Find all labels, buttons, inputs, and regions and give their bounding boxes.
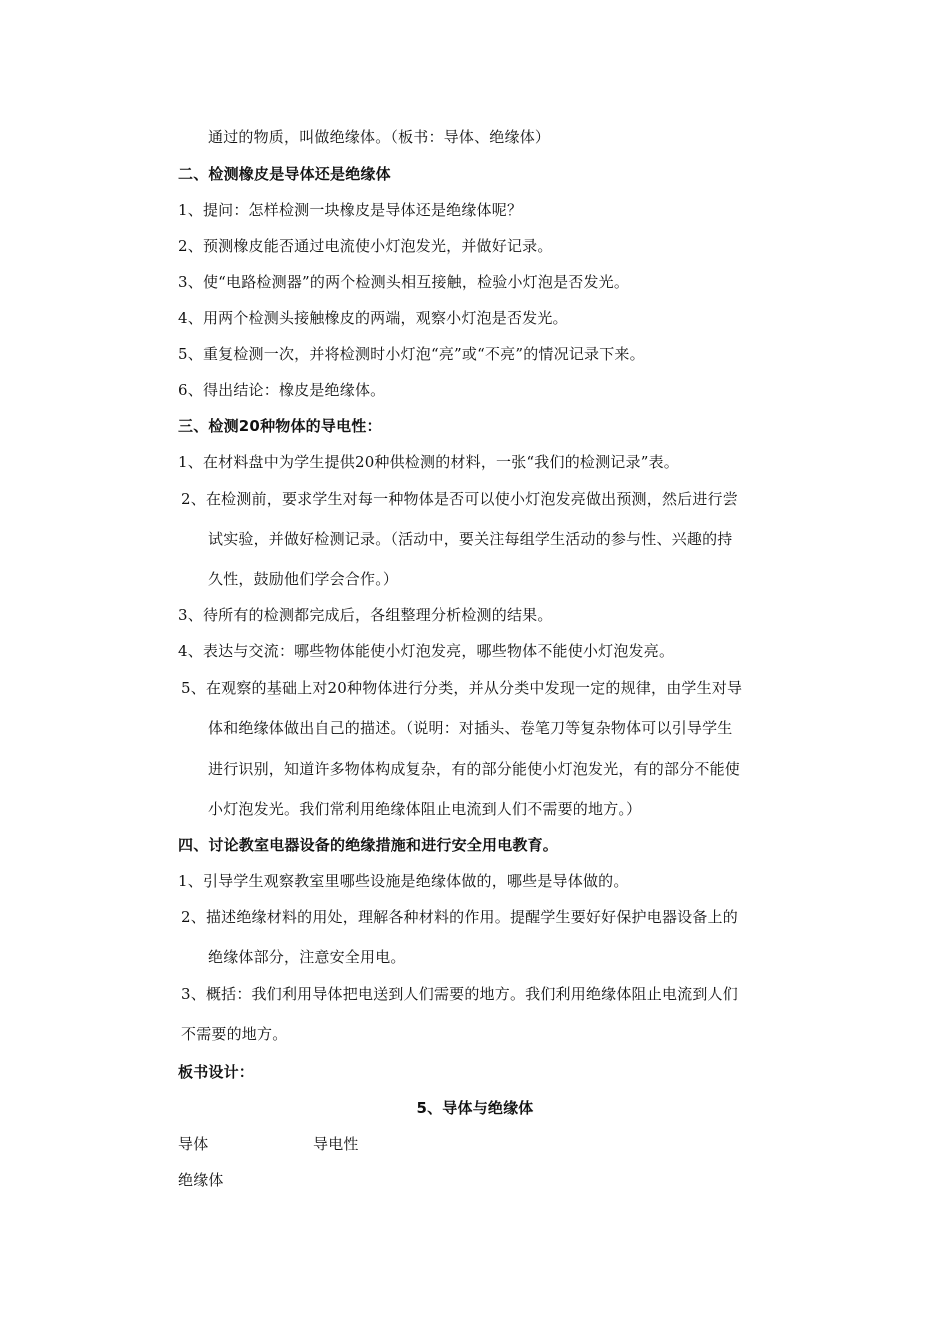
board-term-conductivity: 导电性 (313, 1135, 359, 1153)
section-2-item-3: 3、使“电路检测器”的两个检测头相互接触，检验小灯泡是否发光。 (178, 273, 630, 291)
section-3-item-2-line-2: 试实验，并做好检测记录。（活动中，要关注每组学生活动的参与性、兴趣的持 (208, 530, 733, 548)
section-3-heading: 三、检测20种物体的导电性： (178, 417, 382, 435)
section-2-item-1: 1、提问：怎样检测一块橡皮是导体还是绝缘体呢？ (178, 201, 523, 219)
section-3-item-2-line-1: 2、在检测前，要求学生对每一种物体是否可以使小灯泡发亮做出预测，然后进行尝 (181, 490, 738, 508)
section-3-item-5-line-4: 小灯泡发光。我们常利用绝缘体阻止电流到人们不需要的地方。） (208, 800, 642, 818)
section-3-item-2-line-3: 久性，鼓励他们学会合作。） (208, 570, 399, 588)
section-4-heading: 四、讨论教室电器设备的绝缘措施和进行安全用电教育。 (178, 836, 559, 854)
section-3-item-1: 1、在材料盘中为学生提供20种供检测的材料，一张“我们的检测记录”表。 (178, 453, 679, 471)
section-3-item-4: 4、表达与交流：哪些物体能使小灯泡发亮，哪些物体不能使小灯泡发亮。 (178, 642, 675, 660)
board-title: 5、导体与绝缘体 (416, 1099, 534, 1117)
section-2-item-5: 5、重复检测一次，并将检测时小灯泡“亮”或“不亮”的情况记录下来。 (178, 345, 645, 363)
section-4-item-1: 1、引导学生观察教室里哪些设施是绝缘体做的，哪些是导体做的。 (178, 872, 629, 890)
section-3-item-5-line-3: 进行识别，知道许多物体构成复杂，有的部分能使小灯泡发光，有的部分不能使 (208, 760, 741, 778)
section-2-item-4: 4、用两个检测头接触橡皮的两端，观察小灯泡是否发光。 (178, 309, 568, 327)
section-3-item-5-line-1: 5、在观察的基础上对20种物体进行分类，并从分类中发现一定的规律，由学生对导 (181, 679, 743, 697)
board-term-conductor: 导体 (178, 1135, 209, 1153)
section-3-item-3: 3、待所有的检测都完成后，各组整理分析检测的结果。 (178, 606, 553, 624)
intro-continuation: 通过的物质，叫做绝缘体。（板书：导体、绝缘体） (208, 128, 551, 146)
section-2-item-6: 6、得出结论：橡皮是绝缘体。 (178, 381, 386, 399)
board-term-insulator: 绝缘体 (178, 1171, 224, 1189)
section-2-heading: 二、检测橡皮是导体还是绝缘体 (178, 165, 391, 183)
section-4-item-3-line-1: 3、概括：我们利用导体把电送到人们需要的地方。我们利用绝缘体阻止电流到人们 (181, 985, 738, 1003)
section-4-item-3-line-2: 不需要的地方。 (181, 1025, 288, 1043)
section-4-item-2-line-2: 绝缘体部分，注意安全用电。 (208, 948, 406, 966)
section-2-item-2: 2、预测橡皮能否通过电流使小灯泡发光，并做好记录。 (178, 237, 553, 255)
section-3-item-5-line-2: 体和绝缘体做出自己的描述。（说明：对插头、卷笔刀等复杂物体可以引导学生 (208, 719, 733, 737)
section-4-item-2-line-1: 2、描述绝缘材料的用处，理解各种材料的作用。提醒学生要好好保护电器设备上的 (181, 908, 738, 926)
board-design-heading: 板书设计： (178, 1063, 255, 1081)
